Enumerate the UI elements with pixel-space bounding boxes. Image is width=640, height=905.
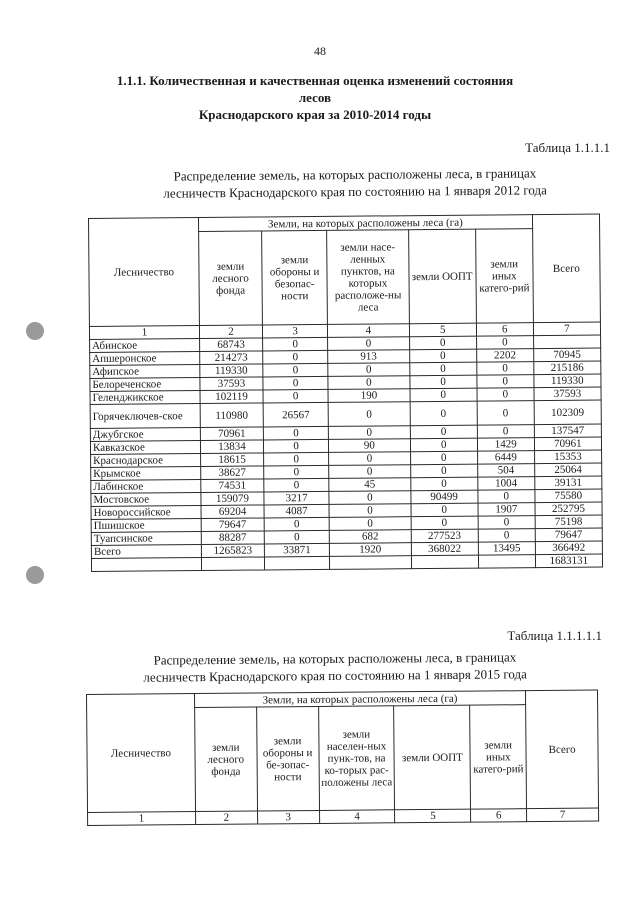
value-cell: 0 [264, 465, 329, 479]
value-cell: 0 [409, 375, 476, 389]
table1-header-defense: земли обороны и безопас-ности [262, 230, 328, 325]
value-cell: 504 [477, 464, 534, 477]
col-number: 1 [89, 326, 199, 340]
value-cell: 0 [410, 388, 477, 402]
forestry-name-cell: Джубгское [90, 428, 200, 442]
value-cell [201, 557, 264, 571]
value-cell: 1907 [478, 503, 535, 516]
value-cell: 1920 [330, 543, 412, 557]
value-cell: 1265823 [201, 544, 264, 558]
value-cell: 0 [411, 503, 478, 517]
value-cell: 0 [329, 491, 411, 505]
value-cell: 1429 [477, 438, 534, 451]
table1-header-total: Всего [532, 214, 600, 323]
table1-caption [120, 164, 590, 202]
value-cell: 0 [477, 401, 534, 425]
value-cell: 0 [328, 337, 410, 351]
value-cell: 0 [329, 465, 411, 479]
value-cell: 137547 [534, 424, 601, 438]
value-cell: 102309 [534, 400, 601, 425]
value-cell: 0 [410, 401, 477, 426]
value-cell: 0 [328, 363, 410, 377]
forestry-name-cell: Мостовское [91, 493, 201, 507]
value-cell: 13834 [200, 440, 263, 454]
value-cell: 0 [328, 426, 410, 440]
forestry-name-cell: Горячеключев-ское [90, 404, 200, 429]
value-cell: 0 [410, 451, 477, 465]
value-cell: 0 [476, 336, 533, 349]
table1-header-oopt: земли ООПТ [408, 229, 476, 324]
forestry-name-cell: Кавказское [90, 441, 200, 455]
heading-line-1: 1.1.1. Количественная и качественная оценка изменений состояния лесов [116, 73, 514, 105]
value-cell: 0 [411, 516, 478, 530]
forestry-name-cell: Крымское [91, 467, 201, 481]
col-number: 7 [533, 322, 600, 336]
value-cell: 25064 [534, 463, 601, 477]
value-cell: 0 [263, 376, 328, 390]
value-cell: 0 [477, 388, 534, 401]
value-cell: 0 [478, 529, 535, 542]
value-cell: 0 [478, 490, 535, 503]
value-cell: 45 [329, 478, 411, 492]
table2 [86, 690, 599, 826]
value-cell: 0 [410, 477, 477, 491]
value-cell: 0 [264, 478, 329, 492]
punch-hole-icon [26, 566, 44, 584]
value-cell [330, 556, 412, 570]
table1-caption-line-2: лесничеств Краснодарского края по состоянию на 1 января 2012 года [163, 182, 547, 201]
value-cell: 75198 [535, 515, 602, 529]
forestry-name-cell: Пшишское [91, 519, 201, 533]
table1 [88, 214, 603, 572]
value-cell [478, 555, 535, 568]
value-cell: 0 [410, 438, 477, 452]
value-cell: 13495 [478, 542, 535, 555]
value-cell: 0 [263, 337, 328, 351]
value-cell: 69204 [201, 505, 264, 519]
value-cell: 75580 [535, 489, 602, 503]
table2-caption [100, 648, 570, 686]
forestry-name-cell: Всего [91, 545, 201, 559]
table2-header-defense: земли обороны и бе-зопас-ности [256, 706, 319, 811]
value-cell: 215186 [534, 361, 601, 375]
value-cell: 366492 [535, 541, 602, 555]
value-cell: 0 [410, 425, 477, 439]
col-number: 2 [199, 325, 262, 339]
table1-caption-line-1: Распределение земель, на которых расположены леса, в границах [173, 165, 537, 184]
value-cell: 0 [263, 350, 328, 364]
value-cell: 119330 [534, 374, 601, 388]
value-cell: 0 [409, 362, 476, 376]
table1-label: Таблица 1.1.1.1 [525, 140, 610, 155]
value-cell: 0 [263, 439, 328, 453]
value-cell [411, 555, 478, 569]
table2-header-total: Всего [526, 690, 599, 809]
value-cell [533, 335, 600, 349]
value-cell: 2202 [476, 349, 533, 362]
value-cell: 0 [264, 517, 329, 531]
value-cell: 0 [328, 402, 410, 427]
col-number: 3 [262, 324, 327, 338]
col-number: 4 [319, 810, 395, 824]
col-number: 3 [257, 810, 319, 824]
table1-header-other: земли иных катего-рий [475, 229, 533, 323]
value-cell: 6449 [477, 451, 534, 464]
value-cell: 37593 [200, 377, 263, 391]
forestry-name-cell: Геленджикское [90, 391, 200, 405]
value-cell: 79647 [201, 518, 264, 532]
table1-header-settlements: земли насе-ленных пунктов, на которых расположе-ны леса [327, 230, 409, 325]
value-cell: 4087 [264, 504, 329, 518]
value-cell: 190 [328, 389, 410, 403]
value-cell: 913 [328, 350, 410, 364]
value-cell: 119330 [200, 364, 263, 378]
value-cell: 68743 [199, 338, 262, 352]
forestry-name-cell: Апшеронское [90, 352, 200, 366]
table1-header-forest-fund: земли лесного фонда [199, 231, 263, 326]
value-cell: 88287 [201, 531, 264, 545]
forestry-name-cell: Туапсинское [91, 532, 201, 546]
value-cell: 0 [264, 530, 329, 544]
forestry-name-cell [91, 558, 201, 572]
value-cell: 0 [477, 425, 534, 438]
table2-header-oopt: земли ООПТ [394, 705, 471, 810]
value-cell: 102119 [200, 390, 263, 404]
value-cell: 0 [477, 375, 534, 388]
col-number: 7 [527, 808, 599, 822]
table2-caption-line-1: Распределение земель, на которых расположены леса, в границах [153, 649, 517, 668]
value-cell: 79647 [535, 528, 602, 542]
forestry-name-cell: Белореченское [90, 378, 200, 392]
value-cell: 74531 [201, 479, 264, 493]
value-cell: 252795 [535, 502, 602, 516]
value-cell: 0 [264, 452, 329, 466]
value-cell: 1683131 [535, 554, 602, 568]
col-number: 5 [409, 323, 476, 337]
forestry-name-cell: Новороссийское [91, 506, 201, 520]
forestry-name-cell: Афипское [90, 365, 200, 379]
col-number: 6 [476, 323, 533, 336]
value-cell: 0 [263, 426, 328, 440]
value-cell: 70945 [533, 348, 600, 362]
table2-caption-line-2: лесничеств Краснодарского края по состоянию на 1 января 2015 года [143, 666, 527, 685]
punch-hole-icon [26, 322, 44, 340]
value-cell [264, 556, 329, 570]
value-cell: 0 [328, 376, 410, 390]
table2-header-forestry: Лесничество [87, 694, 196, 813]
value-cell: 37593 [534, 387, 601, 401]
value-cell: 0 [263, 363, 328, 377]
value-cell: 0 [478, 516, 535, 529]
table1-header-group: Земли, на которых расположены леса (га) [198, 215, 532, 232]
value-cell: 110980 [200, 403, 263, 428]
table2-header-forest-fund: земли лесного фонда [194, 707, 257, 812]
value-cell: 38627 [201, 466, 264, 480]
value-cell: 18615 [200, 453, 263, 467]
section-heading [100, 72, 530, 123]
value-cell: 26567 [263, 402, 328, 427]
value-cell: 0 [410, 464, 477, 478]
page-number: 48 [314, 44, 326, 58]
value-cell: 159079 [201, 492, 264, 506]
table1-header-forestry: Лесничество [89, 218, 200, 327]
value-cell: 277523 [411, 529, 478, 543]
value-cell: 0 [329, 452, 411, 466]
value-cell: 0 [263, 389, 328, 403]
col-number: 2 [195, 811, 257, 825]
forestry-name-cell: Лабинское [91, 480, 201, 494]
heading-line-2: Краснодарского края за 2010-2014 годы [198, 107, 432, 122]
value-cell: 70961 [534, 437, 601, 451]
value-cell: 368022 [411, 542, 478, 556]
table1-body [90, 335, 603, 571]
value-cell: 15353 [534, 450, 601, 464]
value-cell: 90499 [410, 490, 477, 504]
col-number: 6 [471, 809, 527, 822]
value-cell: 39131 [535, 476, 602, 490]
value-cell: 70961 [200, 427, 263, 441]
table2-header-settlements: земли населен-ных пунк-тов, на ко-торых рас-положены леса [318, 706, 395, 811]
table2-header-group: Земли, на которых расположены леса (га) [194, 691, 525, 708]
value-cell: 3217 [264, 491, 329, 505]
value-cell: 0 [409, 349, 476, 363]
forestry-name-cell: Краснодарское [91, 454, 201, 468]
col-number: 1 [88, 812, 196, 826]
table2-header-other: земли иных катего-рий [470, 705, 527, 809]
col-number: 5 [395, 809, 471, 823]
value-cell: 0 [329, 504, 411, 518]
value-cell: 1004 [478, 477, 535, 490]
value-cell: 682 [329, 530, 411, 544]
value-cell: 90 [329, 439, 411, 453]
value-cell: 33871 [264, 543, 329, 557]
value-cell: 214273 [200, 351, 263, 365]
value-cell: 0 [329, 517, 411, 531]
forestry-name-cell: Абинское [90, 339, 200, 353]
value-cell: 0 [477, 362, 534, 375]
value-cell: 0 [409, 336, 476, 350]
col-number: 4 [328, 324, 410, 338]
table2-label: Таблица 1.1.1.1.1 [507, 628, 602, 643]
